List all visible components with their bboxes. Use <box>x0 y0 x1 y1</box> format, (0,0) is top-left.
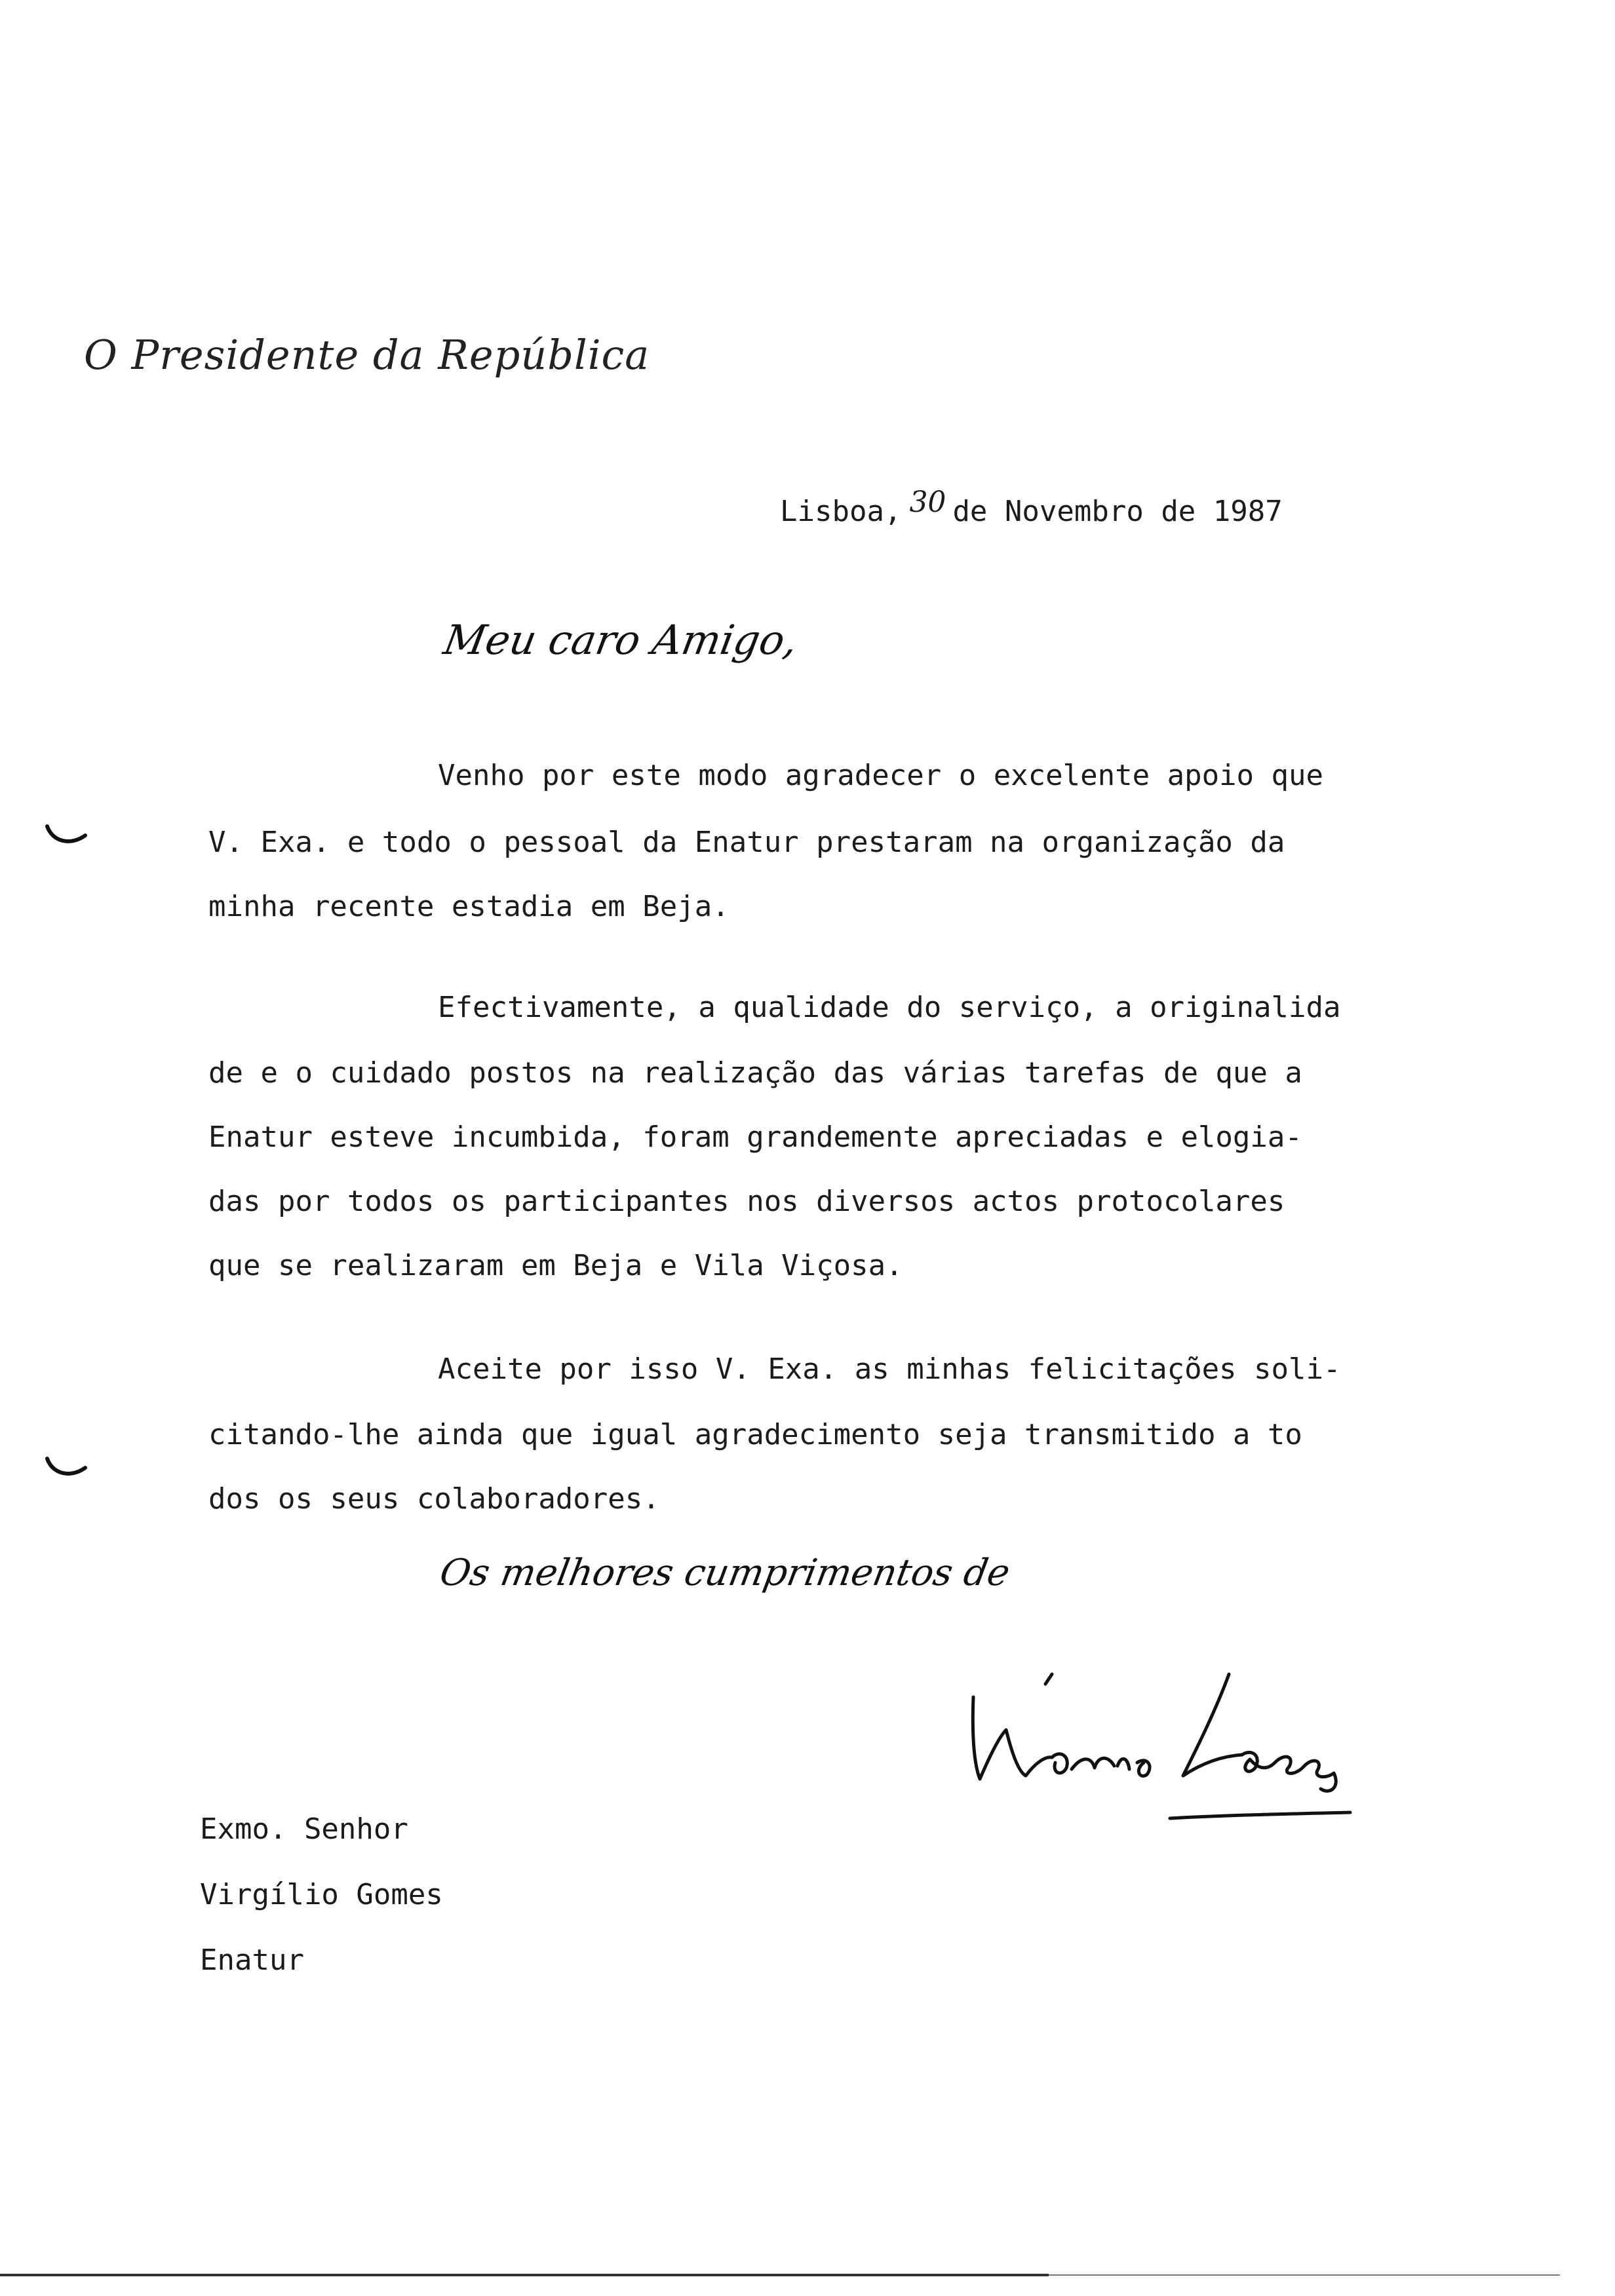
binder-hole-mark-bottom <box>45 1455 90 1481</box>
paragraph-3-line-3: dos os seus colaboradores. <box>208 1482 660 1516</box>
date-city: Lisboa, <box>780 495 902 528</box>
letterhead: O Presidente da República <box>84 331 650 379</box>
signature-drawing <box>954 1658 1360 1828</box>
paragraph-2-line-2: de e o cuidado postos na realização das várias tarefas de que a <box>208 1056 1302 1090</box>
paragraph-2-line-5: que se realizaram em Beja e Vila Viçosa. <box>208 1249 903 1282</box>
recipient-title: Exmo. Senhor <box>200 1812 408 1846</box>
paragraph-3-line-1: Aceite por isso V. Exa. as minhas felicitações soli- <box>438 1352 1341 1386</box>
recipient-name: Virgílio Gomes <box>200 1878 443 1911</box>
handwritten-salutation: Meu caro Amigo, <box>440 616 802 664</box>
paragraph-2-line-4: das por todos os participantes nos diversos actos protocolares <box>208 1185 1285 1218</box>
paragraph-2-line-3: Enatur esteve incumbida, foram grandemente apreciadas e elogia- <box>208 1120 1302 1154</box>
paragraph-1-line-2: V. Exa. e todo o pessoal da Enatur prestaram na organização da <box>208 826 1285 859</box>
recipient-organisation: Enatur <box>200 1943 304 1977</box>
paragraph-1-line-3: minha recente estadia em Beja. <box>208 890 730 923</box>
letter-date <box>780 486 1283 528</box>
handwritten-signature <box>954 1658 1360 1831</box>
date-rest: de Novembro de 1987 <box>952 495 1283 528</box>
date-day-handwritten: 30 <box>909 486 946 519</box>
paragraph-1-line-1: Venho por este modo agradecer o excelente apoio que <box>438 759 1324 792</box>
paragraph-2-line-1: Efectivamente, a qualidade do serviço, a originalida <box>438 991 1341 1024</box>
bottom-edge-line-faint <box>1049 2274 1560 2276</box>
handwritten-closing: Os melhores cumprimentos de <box>437 1552 1013 1594</box>
binder-hole-mark-top <box>45 822 90 849</box>
paragraph-3-line-2: citando-lhe ainda que igual agradecimento seja transmitido a to <box>208 1418 1302 1451</box>
bottom-edge-line <box>0 2274 1049 2276</box>
